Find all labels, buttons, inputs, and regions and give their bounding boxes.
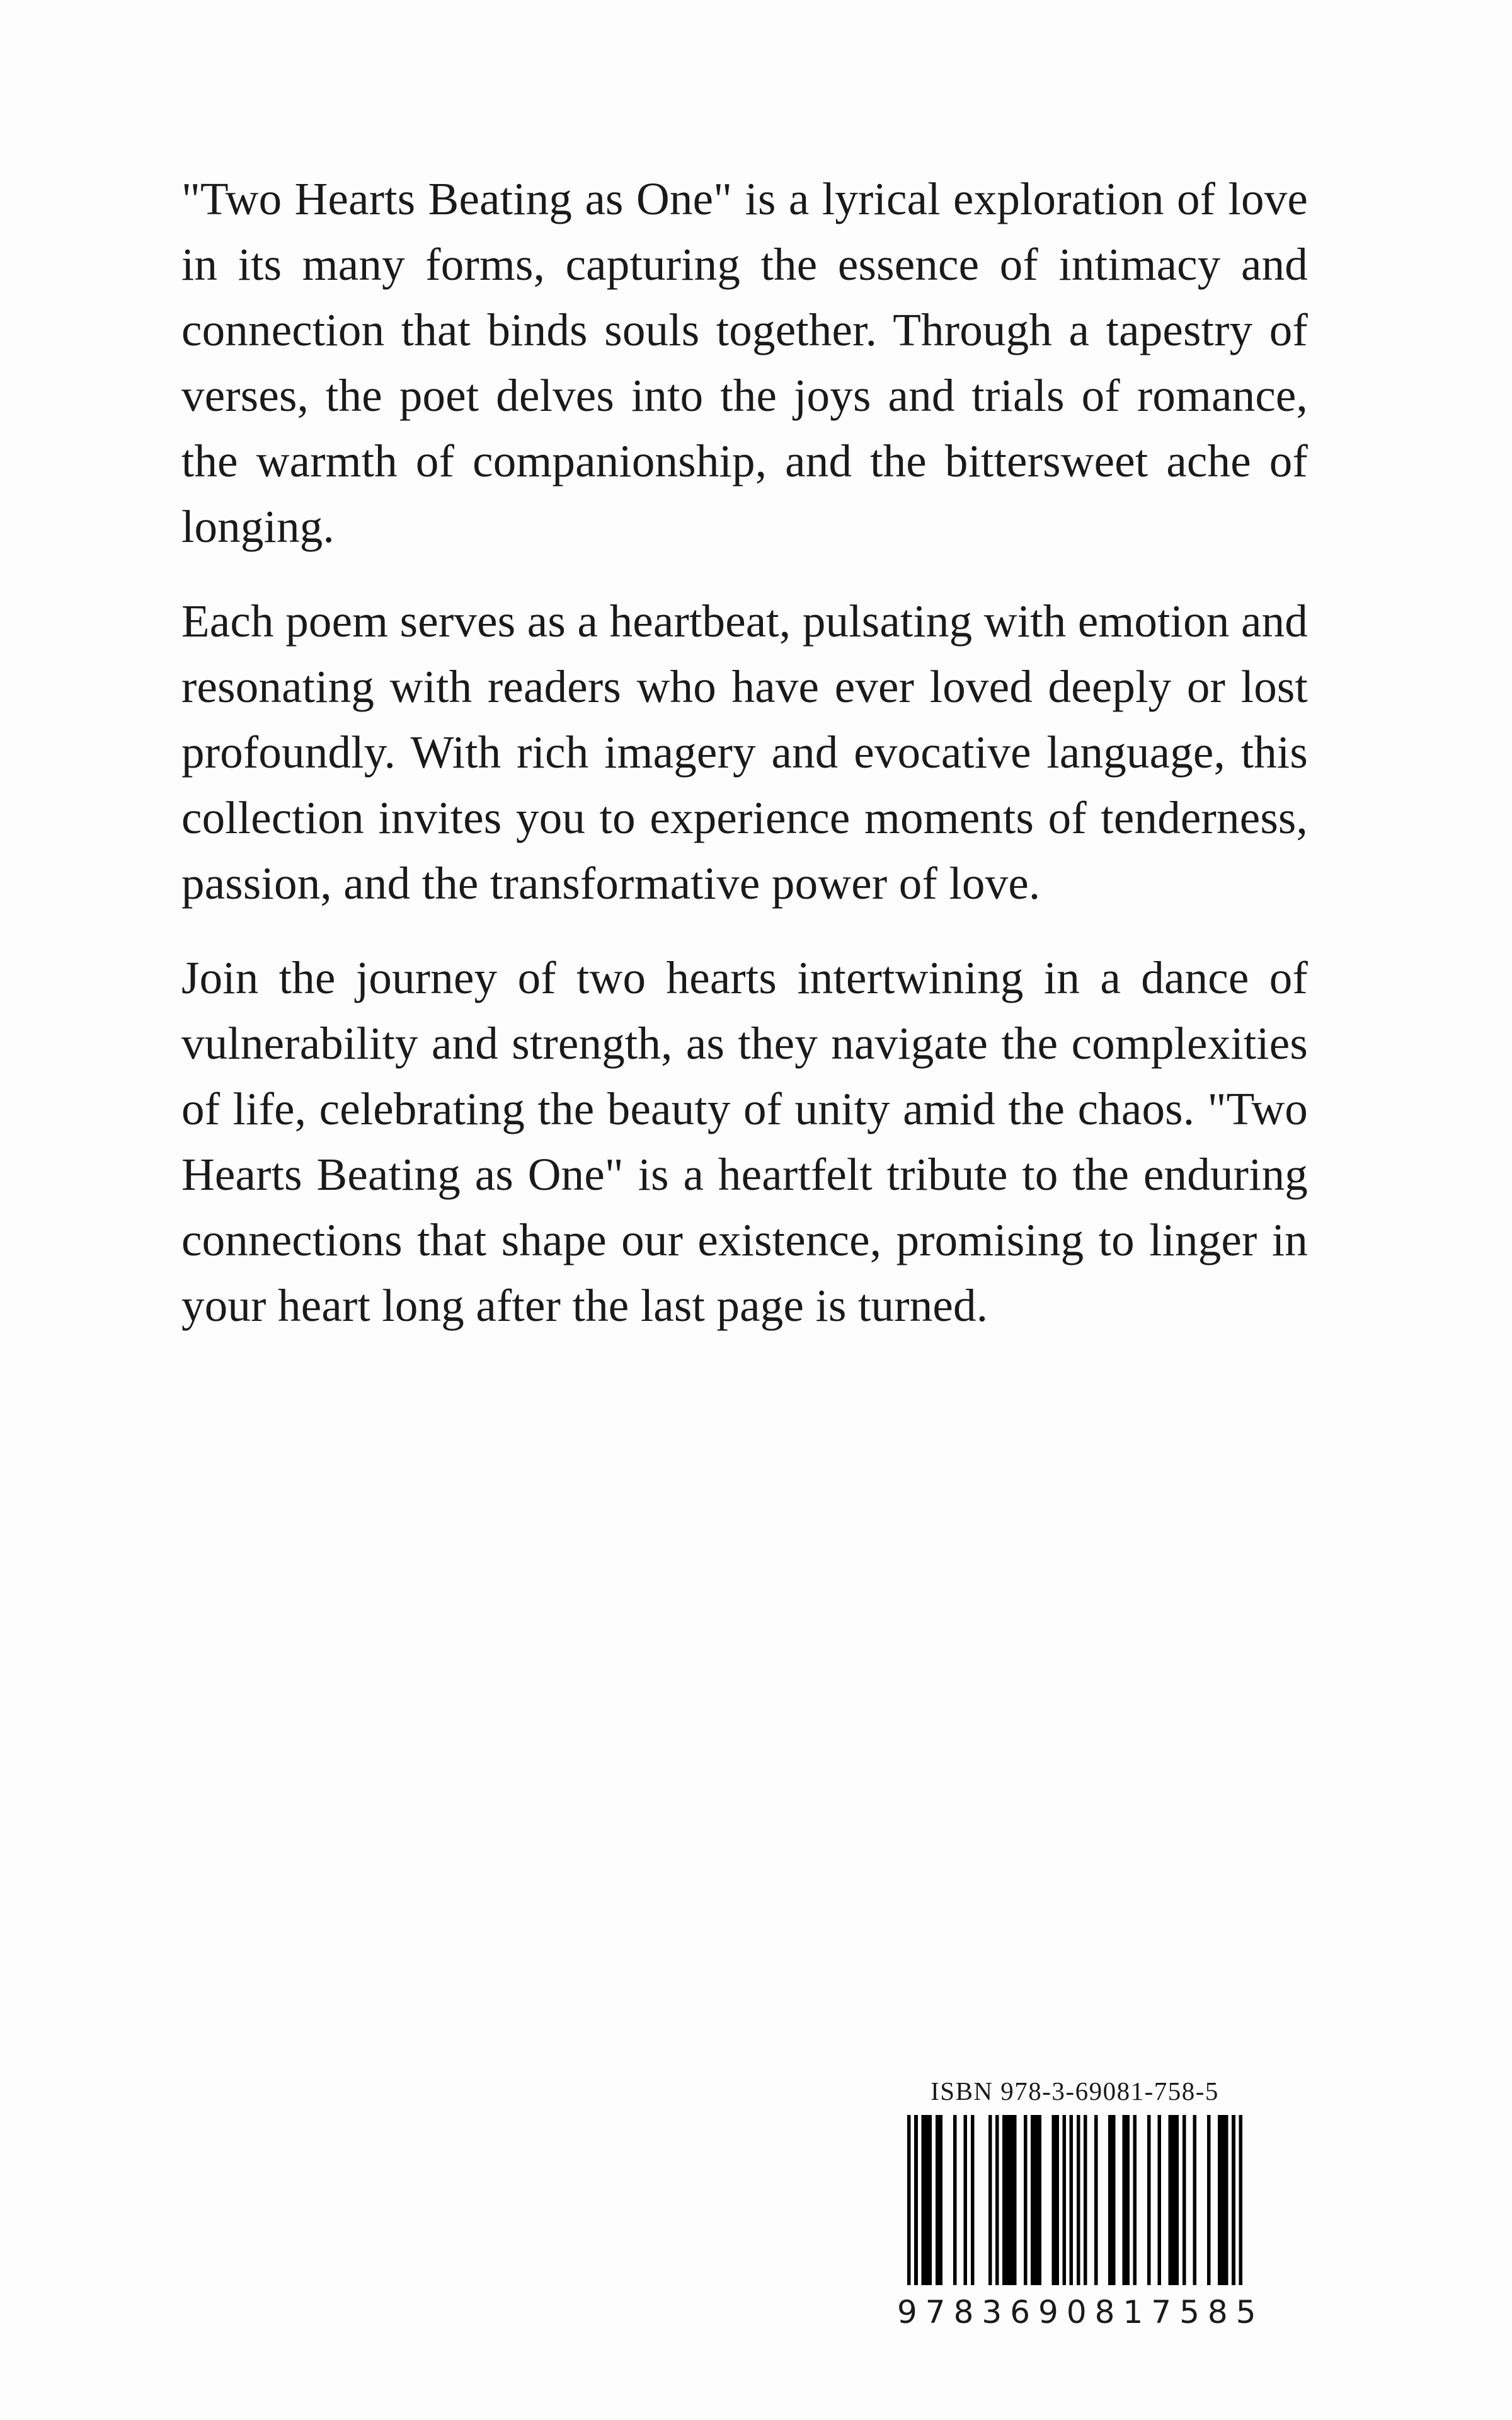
back-cover-paragraph-2: Each poem serves as a heartbeat, pulsating with emotion and resonating with readers who have ever loved deeply or lost profoundly. With rich imagery and evocative language, this collection invites you to experience moments of tenderness, passion, and the transformative power of love. xyxy=(181,596,1308,909)
isbn-block xyxy=(897,2076,1264,2331)
back-cover-paragraph-3: Join the journey of two hearts intertwining in a dance of vulnerability and strength, as they navigate the complexities of life, celebrating the beauty of unity amid the chaos. "Two Hearts Beating as One" is a heartfelt tribute to the enduring connections that shape our existence, promising to linger in your heart long after the last page is turned. xyxy=(181,952,1308,1331)
isbn-label: ISBN 978-3-69081-758-5 xyxy=(931,2077,1219,2106)
back-cover-text xyxy=(181,166,1308,1339)
back-cover-paragraph-1: "Two Hearts Beating as One" is a lyrical exploration of love in its many forms, capturing the essence of intimacy and connection that binds souls together. Through a tapestry of verses, the poet delves into the joys and trials of romance, the warmth of companionship, and the bittersweet ache of longing. xyxy=(181,173,1308,552)
isbn-barcode-icon xyxy=(907,2115,1242,2285)
isbn-digits: 9783690817585 xyxy=(897,2294,1264,2331)
